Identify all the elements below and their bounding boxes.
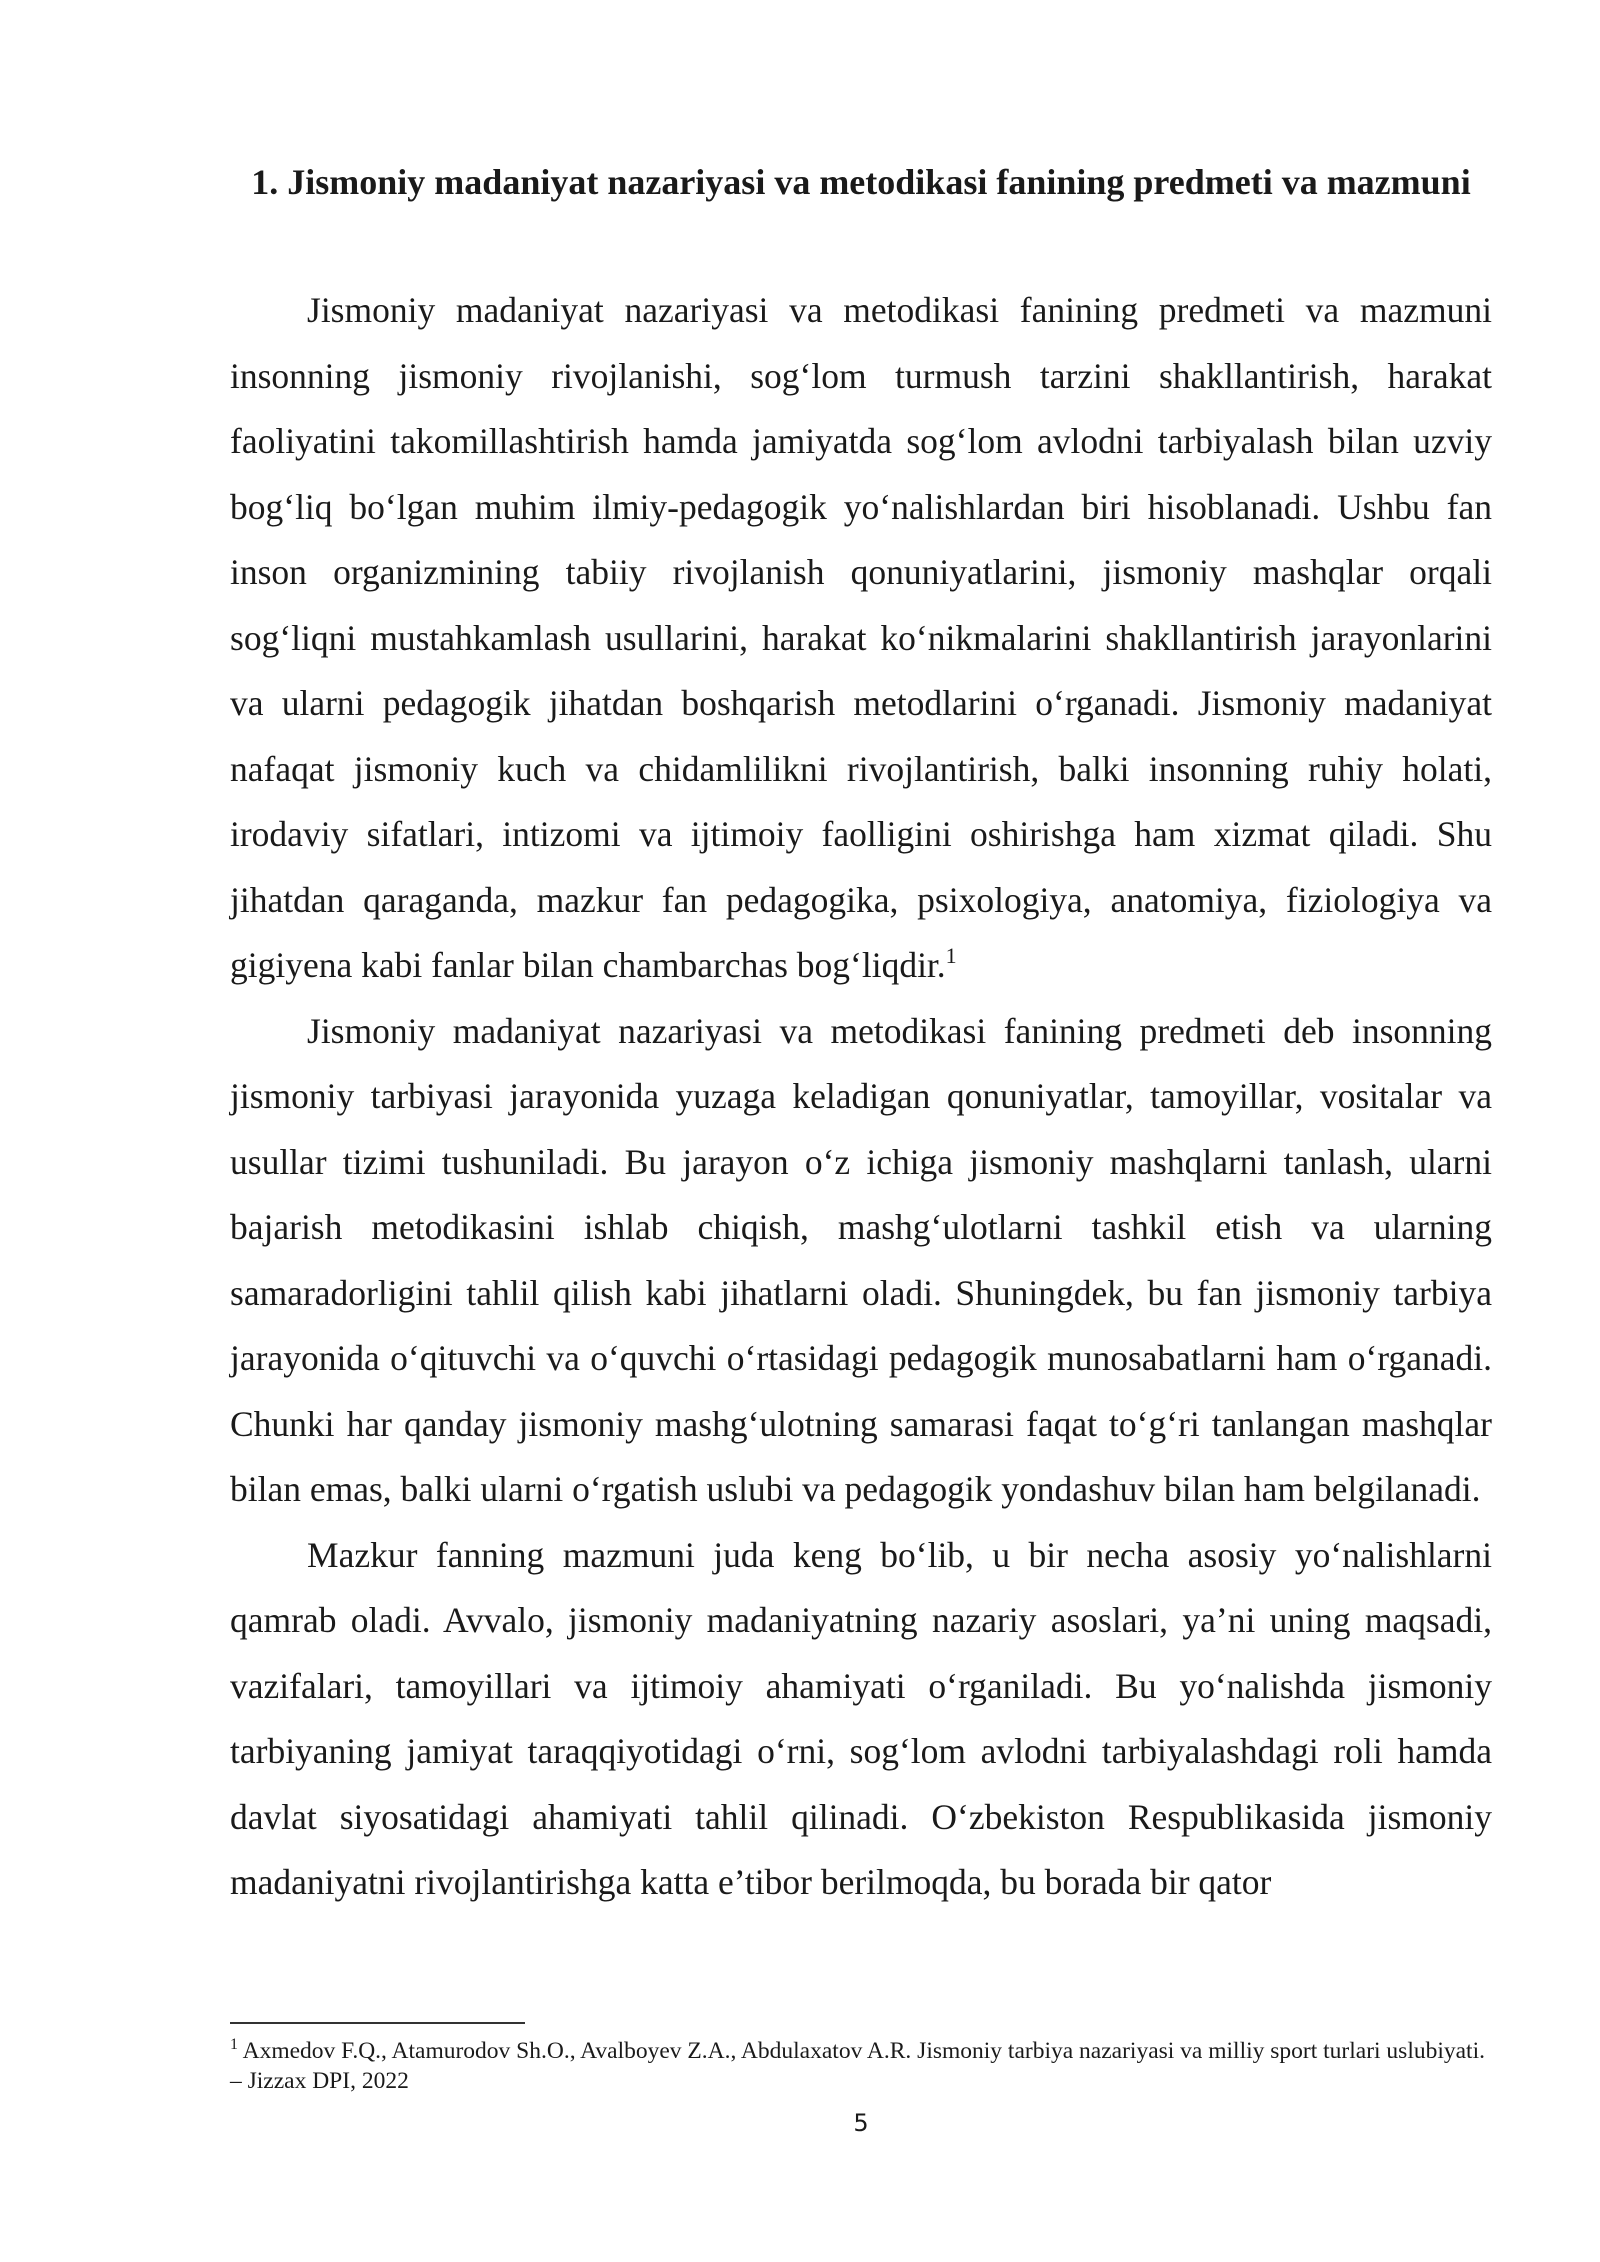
paragraph-1 [230,278,1492,999]
footnote-text: Axmedov F.Q., Atamurodov Sh.O., Avalboyev Z.A., Abdulaxatov A.R. Jismoniy tarbiya nazariyasi va milliy sport turlari uslubiyati. – Jizzax DPI, 2022 [230,2038,1485,2094]
page-number: 5 [853,2109,869,2137]
paragraph-1-text: Jismoniy madaniyat nazariyasi va metodikasi fanining predmeti va mazmuni insonning jismoniy rivojlanishi, sog‘lom turmush tarzini shakllantirish, harakat faoliyatini takomillashtirish hamda jamiyatda sog‘lom avlodni tarbiyalash bilan uzviy bog‘liq bo‘lgan muhim ilmiy-pedagogik yo‘nalishlardan biri hisoblanadi. Ushbu fan inson organizmining tabiiy rivojlanish qonuniyatlarini, jismoniy mashqlar orqali sog‘liqni mustahkamlash usullarini, harakat ko‘nikmalarini shakllantirish jarayonlarini va ularni pedagogik jihatdan boshqarish metodlarini o‘rganadi. Jismoniy madaniyat nafaqat jismoniy kuch va chidamlilikni rivojlantirish, balki insonning ruhiy holati, irodaviy sifatlari, intizomi va ijtimoiy faolligini oshirishga ham xizmat qiladi. Shu jihatdan qaraganda, mazkur fan pedagogika, psixologiya, anatomiya, fiziologiya va gigiyena kabi fanlar bilan chambarchas bog‘liqdir. [230,290,1492,985]
paragraph-2 [230,999,1492,1523]
body-text [230,278,1492,1916]
section-heading: 1. Jismoniy madaniyat nazariyasi va metodikasi fanining predmeti va mazmuni [251,162,1471,202]
paragraph-3-text: Mazkur fanning mazmuni juda keng bo‘lib, u bir necha asosiy yo‘nalishlarni qamrab oladi. Avvalo, jismoniy madaniyatning nazariy asoslari, ya’ni uning maqsadi, vazifalari, tamoyillari va ijtimoiy ahamiyati o‘rganiladi. Bu yo‘nalishda jismoniy tarbiyaning jamiyat taraqqiyotidagi o‘rni, sog‘lom avlodni tarbiyalashdagi roli hamda davlat siyosatidagi ahamiyati tahlil qilinadi. O‘zbekiston Respublikasida jismoniy madaniyatni rivojlantirishga katta e’tibor berilmoqda, bu borada bir qator [230,1534,1492,1902]
footnote-number: 1 [230,2036,238,2053]
footnote-reference: 1 [945,943,957,968]
footnote-separator [230,2022,525,2024]
paragraph-3 [230,1523,1492,1916]
footnote [230,2036,1492,2096]
paragraph-2-text: Jismoniy madaniyat nazariyasi va metodikasi fanining predmeti deb insonning jismoniy tarbiyasi jarayonida yuzaga keladigan qonuniyatlar, tamoyillar, vositalar va usullar tizimi tushuniladi. Bu jarayon o‘z ichiga jismoniy mashqlarni tanlash, ularni bajarish metodikasini ishlab chiqish, mashg‘ulotlarni tashkil etish va ularning samaradorligini tahlil qilish kabi jihatlarni oladi. Shuningdek, bu fan jismoniy tarbiya jarayonida o‘qituvchi va o‘quvchi o‘rtasidagi pedagogik munosabatlarni ham o‘rganadi. Chunki har qanday jismoniy mashg‘ulotning samarasi faqat to‘g‘ri tanlangan mashqlar bilan emas, balki ularni o‘rgatish uslubi va pedagogik yondashuv bilan ham belgilanadi. [230,1010,1492,1509]
